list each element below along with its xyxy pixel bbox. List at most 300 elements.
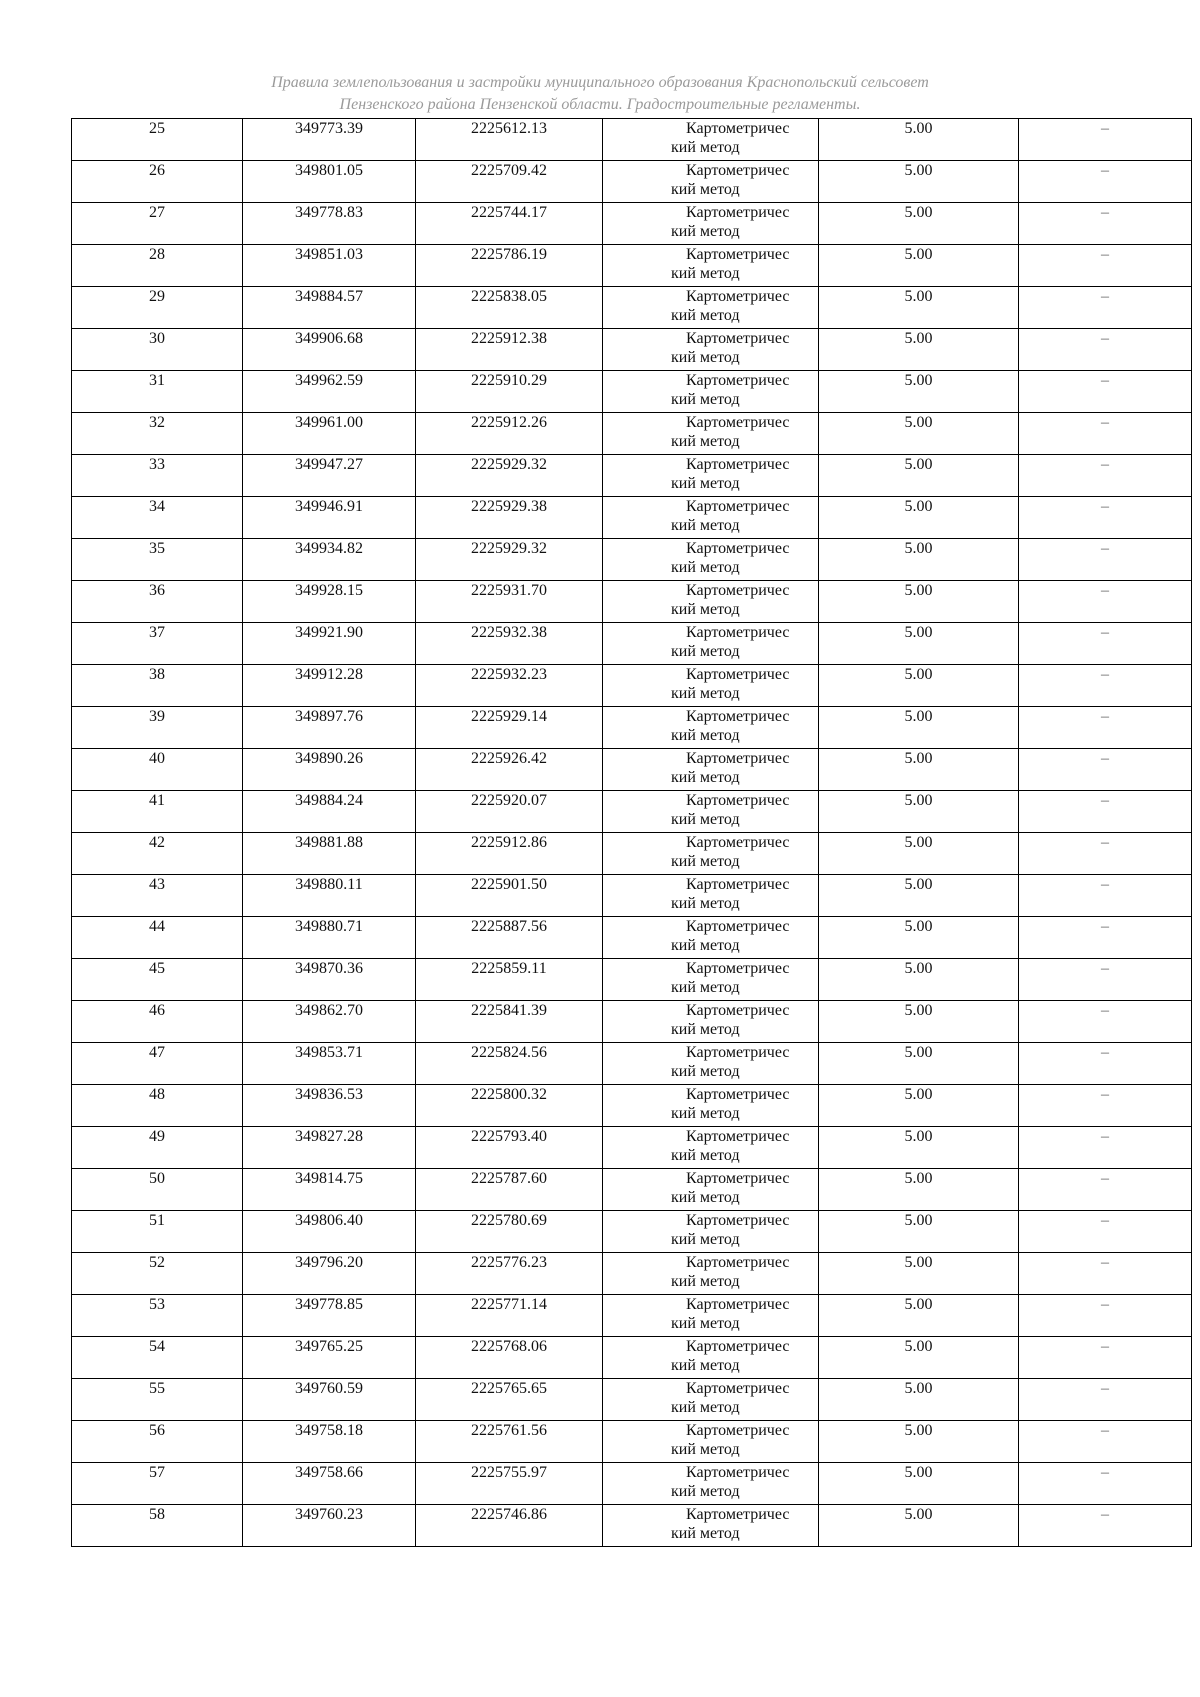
method-text-line-1: Картометричес (686, 1380, 790, 1397)
x-coordinate-cell: 349928.15 (243, 581, 416, 623)
point-number-cell: 39 (72, 707, 243, 749)
point-number-cell: 25 (72, 119, 243, 161)
note-cell: – (1019, 1379, 1192, 1421)
x-coordinate-cell: 349897.76 (243, 707, 416, 749)
error-cell: 5.00 (819, 959, 1019, 1001)
table-row (72, 371, 1192, 413)
point-number-cell: 37 (72, 623, 243, 665)
error-cell: 5.00 (819, 707, 1019, 749)
method-text-line-2: кий метод (671, 559, 740, 576)
method-text-line-2: кий метод (671, 1399, 740, 1416)
method-cell (603, 1001, 819, 1043)
error-cell: 5.00 (819, 539, 1019, 581)
x-coordinate-cell: 349912.28 (243, 665, 416, 707)
y-coordinate-cell: 2225929.14 (416, 707, 603, 749)
method-text-line-2: кий метод (671, 727, 740, 744)
note-cell: – (1019, 623, 1192, 665)
note-cell: – (1019, 917, 1192, 959)
method-cell (603, 1337, 819, 1379)
running-header (0, 72, 1200, 116)
method-text-line-2: кий метод (671, 685, 740, 702)
x-coordinate-cell: 349946.91 (243, 497, 416, 539)
table-row (72, 875, 1192, 917)
y-coordinate-cell: 2225912.86 (416, 833, 603, 875)
point-number-cell: 56 (72, 1421, 243, 1463)
note-cell: – (1019, 455, 1192, 497)
point-number-cell: 44 (72, 917, 243, 959)
method-text-line-1: Картометричес (686, 1170, 790, 1187)
note-cell: – (1019, 161, 1192, 203)
method-text-line-1: Картометричес (686, 1086, 790, 1103)
method-cell (603, 749, 819, 791)
note-cell: – (1019, 581, 1192, 623)
method-cell (603, 539, 819, 581)
method-cell (603, 1421, 819, 1463)
error-cell: 5.00 (819, 917, 1019, 959)
error-cell: 5.00 (819, 203, 1019, 245)
x-coordinate-cell: 349881.88 (243, 833, 416, 875)
x-coordinate-cell: 349884.24 (243, 791, 416, 833)
method-cell (603, 833, 819, 875)
point-number-cell: 49 (72, 1127, 243, 1169)
method-cell (603, 875, 819, 917)
point-number-cell: 27 (72, 203, 243, 245)
y-coordinate-cell: 2225755.97 (416, 1463, 603, 1505)
table-row (72, 1211, 1192, 1253)
error-cell: 5.00 (819, 623, 1019, 665)
error-cell: 5.00 (819, 329, 1019, 371)
y-coordinate-cell: 2225932.38 (416, 623, 603, 665)
y-coordinate-cell: 2225912.26 (416, 413, 603, 455)
error-cell: 5.00 (819, 1085, 1019, 1127)
method-text-line-1: Картометричес (686, 456, 790, 473)
x-coordinate-cell: 349862.70 (243, 1001, 416, 1043)
method-text-line-2: кий метод (671, 1021, 740, 1038)
method-text-line-2: кий метод (671, 265, 740, 282)
method-text-line-1: Картометричес (686, 120, 790, 137)
y-coordinate-cell: 2225931.70 (416, 581, 603, 623)
point-number-cell: 51 (72, 1211, 243, 1253)
table-row (72, 1043, 1192, 1085)
y-coordinate-cell: 2225929.32 (416, 539, 603, 581)
x-coordinate-cell: 349870.36 (243, 959, 416, 1001)
table-row (72, 917, 1192, 959)
y-coordinate-cell: 2225612.13 (416, 119, 603, 161)
y-coordinate-cell: 2225926.42 (416, 749, 603, 791)
y-coordinate-cell: 2225838.05 (416, 287, 603, 329)
table-row (72, 203, 1192, 245)
method-text-line-1: Картометричес (686, 1128, 790, 1145)
table-row (72, 707, 1192, 749)
point-number-cell: 29 (72, 287, 243, 329)
x-coordinate-cell: 349851.03 (243, 245, 416, 287)
table-row (72, 161, 1192, 203)
table-row (72, 1463, 1192, 1505)
error-cell: 5.00 (819, 1043, 1019, 1085)
point-number-cell: 26 (72, 161, 243, 203)
method-text-line-2: кий метод (671, 1063, 740, 1080)
table-row (72, 1337, 1192, 1379)
method-text-line-2: кий метод (671, 979, 740, 996)
method-text-line-2: кий метод (671, 223, 740, 240)
y-coordinate-cell: 2225929.38 (416, 497, 603, 539)
method-text-line-2: кий метод (671, 139, 740, 156)
x-coordinate-cell: 349934.82 (243, 539, 416, 581)
x-coordinate-cell: 349814.75 (243, 1169, 416, 1211)
y-coordinate-cell: 2225761.56 (416, 1421, 603, 1463)
error-cell: 5.00 (819, 1337, 1019, 1379)
x-coordinate-cell: 349921.90 (243, 623, 416, 665)
method-text-line-1: Картометричес (686, 582, 790, 599)
x-coordinate-cell: 349758.18 (243, 1421, 416, 1463)
method-cell (603, 413, 819, 455)
header-line-1: Правила землепользования и застройки муниципального образования Краснопольский сельсовет (271, 74, 929, 91)
method-text-line-2: кий метод (671, 1231, 740, 1248)
method-text-line-1: Картометричес (686, 1338, 790, 1355)
table-row (72, 539, 1192, 581)
point-number-cell: 53 (72, 1295, 243, 1337)
note-cell: – (1019, 791, 1192, 833)
y-coordinate-cell: 2225776.23 (416, 1253, 603, 1295)
x-coordinate-cell: 349853.71 (243, 1043, 416, 1085)
note-cell: – (1019, 539, 1192, 581)
method-text-line-1: Картометричес (686, 1212, 790, 1229)
point-number-cell: 52 (72, 1253, 243, 1295)
method-text-line-1: Картометричес (686, 330, 790, 347)
method-text-line-1: Картометричес (686, 666, 790, 683)
note-cell: – (1019, 959, 1192, 1001)
point-number-cell: 43 (72, 875, 243, 917)
y-coordinate-cell: 2225780.69 (416, 1211, 603, 1253)
error-cell: 5.00 (819, 161, 1019, 203)
x-coordinate-cell: 349796.20 (243, 1253, 416, 1295)
error-cell: 5.00 (819, 455, 1019, 497)
method-text-line-2: кий метод (671, 181, 740, 198)
x-coordinate-cell: 349962.59 (243, 371, 416, 413)
y-coordinate-cell: 2225929.32 (416, 455, 603, 497)
method-text-line-1: Картометричес (686, 162, 790, 179)
method-text-line-1: Картометричес (686, 1506, 790, 1523)
method-text-line-2: кий метод (671, 349, 740, 366)
note-cell: – (1019, 1085, 1192, 1127)
point-number-cell: 48 (72, 1085, 243, 1127)
method-text-line-1: Картометричес (686, 372, 790, 389)
method-cell (603, 1295, 819, 1337)
note-cell: – (1019, 245, 1192, 287)
method-cell (603, 161, 819, 203)
point-number-cell: 28 (72, 245, 243, 287)
method-text-line-2: кий метод (671, 1315, 740, 1332)
table-row (72, 1085, 1192, 1127)
method-cell (603, 1463, 819, 1505)
method-text-line-2: кий метод (671, 1273, 740, 1290)
method-cell (603, 959, 819, 1001)
x-coordinate-cell: 349760.59 (243, 1379, 416, 1421)
y-coordinate-cell: 2225824.56 (416, 1043, 603, 1085)
table-row (72, 749, 1192, 791)
method-text-line-1: Картометричес (686, 1422, 790, 1439)
coordinates-table (71, 118, 1192, 1547)
note-cell: – (1019, 371, 1192, 413)
method-cell (603, 791, 819, 833)
error-cell: 5.00 (819, 665, 1019, 707)
error-cell: 5.00 (819, 1379, 1019, 1421)
point-number-cell: 35 (72, 539, 243, 581)
method-text-line-2: кий метод (671, 1357, 740, 1374)
x-coordinate-cell: 349827.28 (243, 1127, 416, 1169)
x-coordinate-cell: 349801.05 (243, 161, 416, 203)
method-text-line-2: кий метод (671, 1189, 740, 1206)
point-number-cell: 33 (72, 455, 243, 497)
point-number-cell: 31 (72, 371, 243, 413)
method-text-line-2: кий метод (671, 1525, 740, 1542)
method-cell (603, 455, 819, 497)
note-cell: – (1019, 119, 1192, 161)
table-row (72, 119, 1192, 161)
x-coordinate-cell: 349765.25 (243, 1337, 416, 1379)
error-cell: 5.00 (819, 791, 1019, 833)
point-number-cell: 41 (72, 791, 243, 833)
note-cell: – (1019, 1211, 1192, 1253)
y-coordinate-cell: 2225786.19 (416, 245, 603, 287)
method-text-line-1: Картометричес (686, 1002, 790, 1019)
method-text-line-1: Картометричес (686, 960, 790, 977)
table-row (72, 1127, 1192, 1169)
table-row (72, 623, 1192, 665)
method-text-line-1: Картометричес (686, 1296, 790, 1313)
error-cell: 5.00 (819, 119, 1019, 161)
point-number-cell: 36 (72, 581, 243, 623)
note-cell: – (1019, 749, 1192, 791)
note-cell: – (1019, 665, 1192, 707)
method-text-line-1: Картометричес (686, 246, 790, 263)
note-cell: – (1019, 329, 1192, 371)
method-text-line-1: Картометричес (686, 792, 790, 809)
method-text-line-1: Картометричес (686, 918, 790, 935)
table-row (72, 1421, 1192, 1463)
error-cell: 5.00 (819, 1211, 1019, 1253)
table-row (72, 287, 1192, 329)
method-cell (603, 1211, 819, 1253)
table-row (72, 245, 1192, 287)
x-coordinate-cell: 349906.68 (243, 329, 416, 371)
error-cell: 5.00 (819, 371, 1019, 413)
table-row (72, 791, 1192, 833)
x-coordinate-cell: 349880.71 (243, 917, 416, 959)
method-text-line-2: кий метод (671, 1441, 740, 1458)
table-row (72, 1169, 1192, 1211)
method-cell (603, 119, 819, 161)
note-cell: – (1019, 707, 1192, 749)
method-text-line-1: Картометричес (686, 624, 790, 641)
note-cell: – (1019, 413, 1192, 455)
point-number-cell: 47 (72, 1043, 243, 1085)
y-coordinate-cell: 2225901.50 (416, 875, 603, 917)
method-text-line-1: Картометричес (686, 876, 790, 893)
method-cell (603, 623, 819, 665)
note-cell: – (1019, 1421, 1192, 1463)
note-cell: – (1019, 1127, 1192, 1169)
table-row (72, 665, 1192, 707)
method-cell (603, 1127, 819, 1169)
y-coordinate-cell: 2225910.29 (416, 371, 603, 413)
table-row (72, 1379, 1192, 1421)
method-text-line-2: кий метод (671, 475, 740, 492)
table-row (72, 1505, 1192, 1547)
point-number-cell: 45 (72, 959, 243, 1001)
note-cell: – (1019, 497, 1192, 539)
error-cell: 5.00 (819, 1505, 1019, 1547)
error-cell: 5.00 (819, 1253, 1019, 1295)
point-number-cell: 38 (72, 665, 243, 707)
table-row (72, 959, 1192, 1001)
method-cell (603, 1505, 819, 1547)
x-coordinate-cell: 349758.66 (243, 1463, 416, 1505)
y-coordinate-cell: 2225912.38 (416, 329, 603, 371)
note-cell: – (1019, 1505, 1192, 1547)
y-coordinate-cell: 2225859.11 (416, 959, 603, 1001)
point-number-cell: 54 (72, 1337, 243, 1379)
error-cell: 5.00 (819, 287, 1019, 329)
y-coordinate-cell: 2225709.42 (416, 161, 603, 203)
error-cell: 5.00 (819, 1001, 1019, 1043)
method-cell (603, 245, 819, 287)
x-coordinate-cell: 349806.40 (243, 1211, 416, 1253)
method-text-line-1: Картометричес (686, 708, 790, 725)
error-cell: 5.00 (819, 1127, 1019, 1169)
method-cell (603, 371, 819, 413)
method-cell (603, 707, 819, 749)
y-coordinate-cell: 2225841.39 (416, 1001, 603, 1043)
error-cell: 5.00 (819, 1295, 1019, 1337)
y-coordinate-cell: 2225887.56 (416, 917, 603, 959)
y-coordinate-cell: 2225800.32 (416, 1085, 603, 1127)
method-text-line-2: кий метод (671, 1483, 740, 1500)
note-cell: – (1019, 203, 1192, 245)
x-coordinate-cell: 349890.26 (243, 749, 416, 791)
x-coordinate-cell: 349947.27 (243, 455, 416, 497)
x-coordinate-cell: 349836.53 (243, 1085, 416, 1127)
method-text-line-2: кий метод (671, 307, 740, 324)
method-cell (603, 287, 819, 329)
x-coordinate-cell: 349884.57 (243, 287, 416, 329)
method-text-line-1: Картометричес (686, 414, 790, 431)
table-row (72, 329, 1192, 371)
method-text-line-1: Картометричес (686, 540, 790, 557)
method-text-line-2: кий метод (671, 937, 740, 954)
method-cell (603, 917, 819, 959)
point-number-cell: 32 (72, 413, 243, 455)
method-text-line-2: кий метод (671, 517, 740, 534)
point-number-cell: 58 (72, 1505, 243, 1547)
x-coordinate-cell: 349760.23 (243, 1505, 416, 1547)
table-row (72, 413, 1192, 455)
y-coordinate-cell: 2225787.60 (416, 1169, 603, 1211)
y-coordinate-cell: 2225744.17 (416, 203, 603, 245)
x-coordinate-cell: 349961.00 (243, 413, 416, 455)
error-cell: 5.00 (819, 245, 1019, 287)
error-cell: 5.00 (819, 833, 1019, 875)
method-text-line-1: Картометричес (686, 750, 790, 767)
table-row (72, 1295, 1192, 1337)
error-cell: 5.00 (819, 1169, 1019, 1211)
y-coordinate-cell: 2225768.06 (416, 1337, 603, 1379)
method-text-line-2: кий метод (671, 769, 740, 786)
method-cell (603, 1253, 819, 1295)
x-coordinate-cell: 349880.11 (243, 875, 416, 917)
note-cell: – (1019, 1169, 1192, 1211)
point-number-cell: 42 (72, 833, 243, 875)
note-cell: – (1019, 875, 1192, 917)
y-coordinate-cell: 2225932.23 (416, 665, 603, 707)
note-cell: – (1019, 287, 1192, 329)
y-coordinate-cell: 2225920.07 (416, 791, 603, 833)
point-number-cell: 57 (72, 1463, 243, 1505)
note-cell: – (1019, 1337, 1192, 1379)
method-text-line-1: Картометричес (686, 498, 790, 515)
method-text-line-1: Картометричес (686, 1044, 790, 1061)
point-number-cell: 46 (72, 1001, 243, 1043)
point-number-cell: 34 (72, 497, 243, 539)
error-cell: 5.00 (819, 1463, 1019, 1505)
error-cell: 5.00 (819, 581, 1019, 623)
table-row (72, 1253, 1192, 1295)
table-row (72, 833, 1192, 875)
method-cell (603, 665, 819, 707)
method-text-line-2: кий метод (671, 433, 740, 450)
x-coordinate-cell: 349778.85 (243, 1295, 416, 1337)
note-cell: – (1019, 1043, 1192, 1085)
table-row (72, 581, 1192, 623)
note-cell: – (1019, 1001, 1192, 1043)
header-line-2: Пензенского района Пензенской области. Градостроительные регламенты. (339, 96, 861, 113)
method-cell (603, 1043, 819, 1085)
method-text-line-2: кий метод (671, 853, 740, 870)
method-cell (603, 1379, 819, 1421)
method-text-line-2: кий метод (671, 391, 740, 408)
method-text-line-2: кий метод (671, 1105, 740, 1122)
method-text-line-1: Картометричес (686, 834, 790, 851)
x-coordinate-cell: 349773.39 (243, 119, 416, 161)
error-cell: 5.00 (819, 497, 1019, 539)
method-text-line-2: кий метод (671, 601, 740, 618)
note-cell: – (1019, 1253, 1192, 1295)
method-text-line-2: кий метод (671, 811, 740, 828)
method-text-line-1: Картометричес (686, 1254, 790, 1271)
method-text-line-2: кий метод (671, 1147, 740, 1164)
note-cell: – (1019, 833, 1192, 875)
table-row (72, 455, 1192, 497)
method-text-line-1: Картометричес (686, 288, 790, 305)
x-coordinate-cell: 349778.83 (243, 203, 416, 245)
method-cell (603, 497, 819, 539)
error-cell: 5.00 (819, 413, 1019, 455)
point-number-cell: 40 (72, 749, 243, 791)
error-cell: 5.00 (819, 875, 1019, 917)
error-cell: 5.00 (819, 749, 1019, 791)
point-number-cell: 55 (72, 1379, 243, 1421)
error-cell: 5.00 (819, 1421, 1019, 1463)
point-number-cell: 30 (72, 329, 243, 371)
method-cell (603, 1169, 819, 1211)
y-coordinate-cell: 2225793.40 (416, 1127, 603, 1169)
note-cell: – (1019, 1295, 1192, 1337)
method-cell (603, 581, 819, 623)
method-text-line-2: кий метод (671, 643, 740, 660)
method-text-line-1: Картометричес (686, 1464, 790, 1481)
method-cell (603, 1085, 819, 1127)
method-cell (603, 329, 819, 371)
